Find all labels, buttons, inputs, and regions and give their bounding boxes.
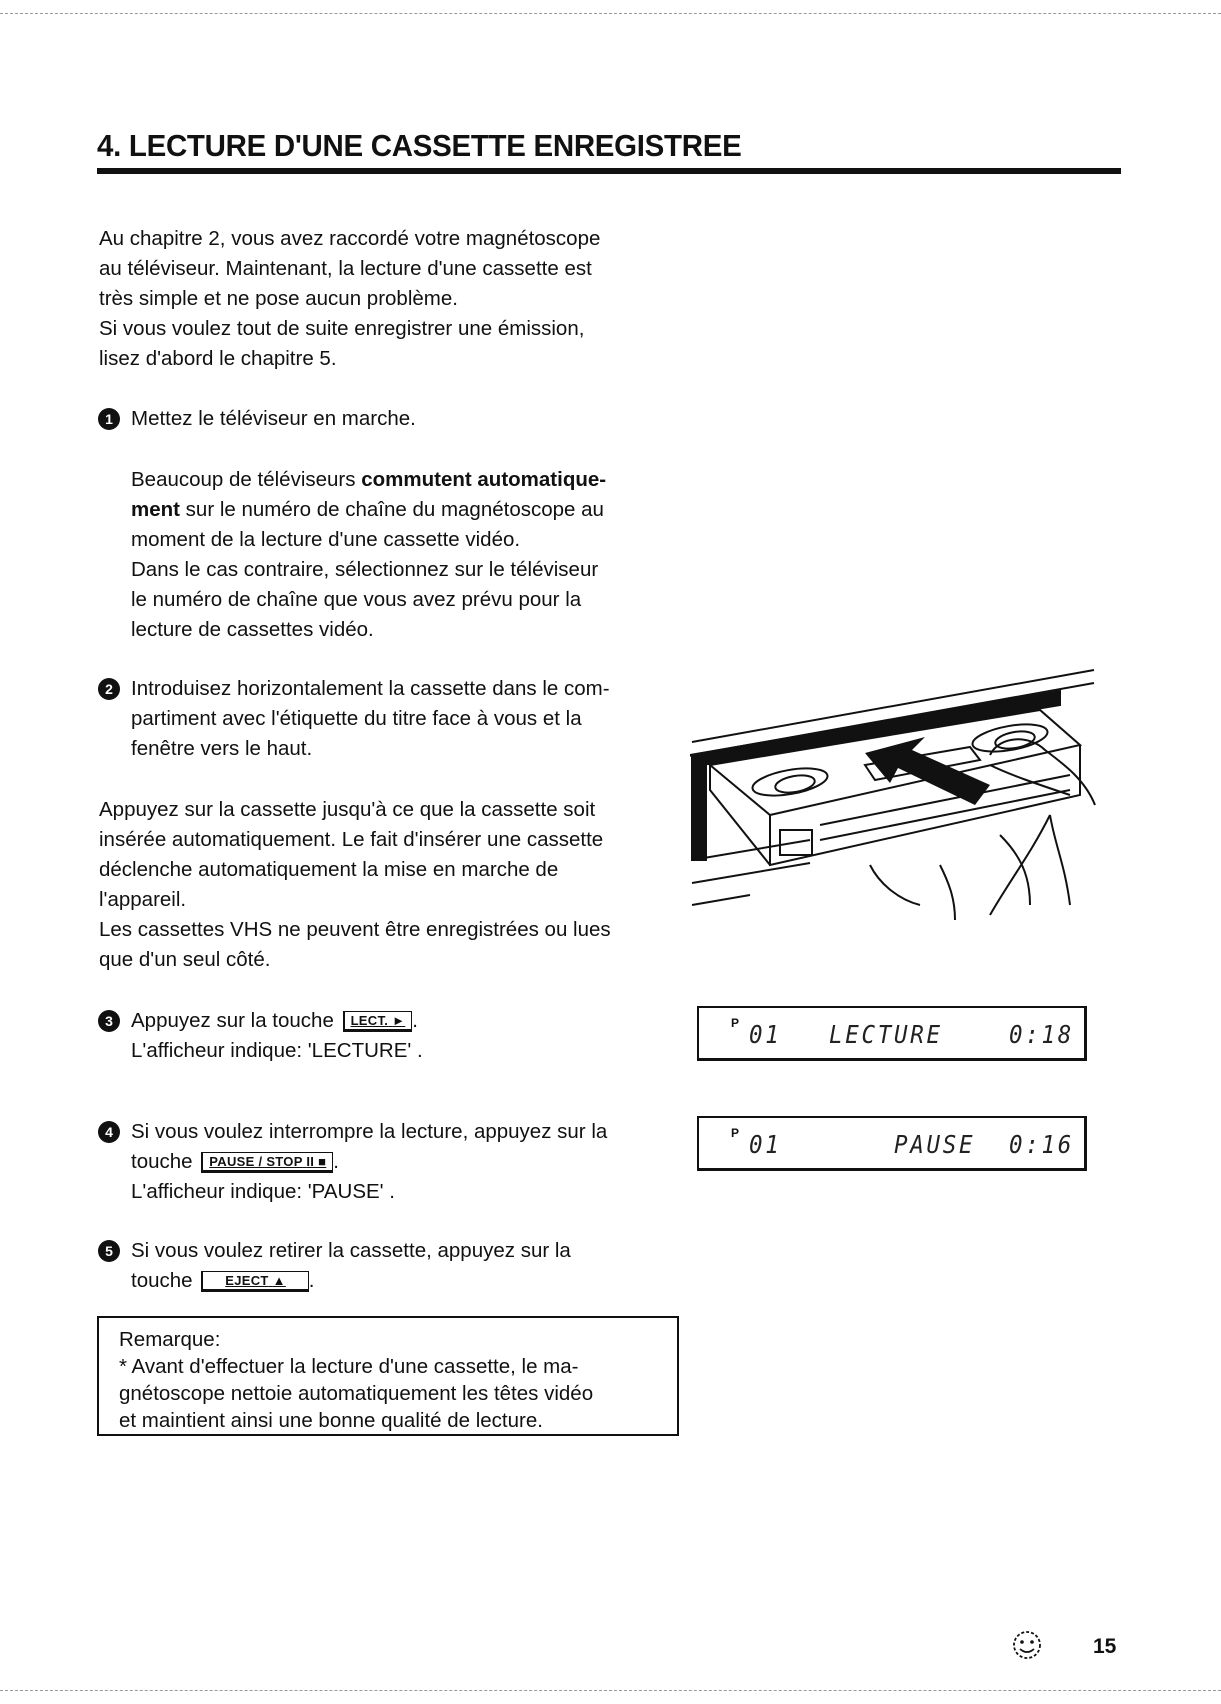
- step-5-bullet: 5: [98, 1240, 120, 1262]
- step-4-line: touche PAUSE / STOP II ■ .: [131, 1150, 339, 1173]
- intro-line: lisez d'abord le chapitre 5.: [99, 347, 337, 370]
- page-number: 15: [1093, 1635, 1117, 1658]
- scan-line-top: [0, 13, 1221, 14]
- intro-line: très simple et ne pose aucun problème.: [99, 287, 458, 310]
- insert-line: déclenche automatiquement la mise en marche de: [99, 858, 559, 881]
- detail-line: le numéro de chaîne que vous avez prévu pour la: [131, 588, 582, 611]
- step-1-bullet: 1: [98, 408, 120, 430]
- note-box: [97, 1316, 679, 1436]
- cassette-insertion-illustration: [690, 665, 1100, 925]
- insert-line: insérée automatiquement. Le fait d'insérer une cassette: [99, 828, 604, 851]
- insert-paragraph: [99, 795, 611, 975]
- display-time: 0:18: [1009, 1020, 1074, 1049]
- intro-line: au téléviseur. Maintenant, la lecture d'une cassette est: [99, 257, 592, 280]
- step-1-detail: [131, 465, 606, 645]
- lect-play-key: LECT. ►: [343, 1011, 413, 1032]
- step-4-text: [131, 1117, 607, 1207]
- detail-line: Beaucoup de téléviseurs commutent automatique-: [131, 468, 607, 491]
- step-2-line: fenêtre vers le haut.: [131, 737, 313, 760]
- pause-stop-key: PAUSE / STOP II ■: [201, 1152, 333, 1173]
- display-lecture: [697, 1006, 1087, 1061]
- intro-line: Au chapitre 2, vous avez raccordé votre magnétoscope: [99, 227, 601, 250]
- step-5-line: Si vous voulez retirer la cassette, appuyez sur la: [131, 1239, 571, 1262]
- step-3-line: Appuyez sur la touche LECT. ► .: [131, 1009, 418, 1032]
- intro-paragraph: [99, 224, 600, 374]
- play-icon: ►: [392, 1013, 406, 1028]
- step-2-text: [131, 674, 610, 764]
- display-label: LECTURE: [829, 1020, 943, 1049]
- page-title: 4. LECTURE D'UNE CASSETTE ENREGISTREE: [97, 128, 742, 163]
- insert-line: Les cassettes VHS ne peuvent être enregistrées ou lues: [99, 918, 611, 941]
- step-3-bullet: 3: [98, 1010, 120, 1032]
- note-content: [119, 1326, 593, 1434]
- note-title: Remarque:: [119, 1328, 221, 1351]
- intro-line: Si vous voulez tout de suite enregistrer une émission,: [99, 317, 585, 340]
- scan-line-bottom: [0, 1690, 1221, 1691]
- eject-key: EJECT ▲: [201, 1271, 309, 1292]
- title-rule: [97, 168, 1121, 174]
- pause-stop-icon: II ■: [306, 1154, 327, 1169]
- step-4-line: L'afficheur indique: 'PAUSE' .: [131, 1180, 395, 1203]
- insert-line: que d'un seul côté.: [99, 948, 271, 971]
- note-line: gnétoscope nettoie automatiquement les têtes vidéo: [119, 1382, 594, 1405]
- step-5-line: touche EJECT ▲ .: [131, 1269, 315, 1292]
- note-line: et maintient ainsi une bonne qualité de lecture.: [119, 1409, 543, 1432]
- step-4-line: Si vous voulez interrompre la lecture, appuyez sur la: [131, 1120, 608, 1143]
- detail-line: moment de la lecture d'une cassette vidéo.: [131, 528, 521, 551]
- note-line: * Avant d'effectuer la lecture d'une cassette, le ma-: [119, 1355, 579, 1378]
- detail-line: lecture de cassettes vidéo.: [131, 618, 374, 641]
- step-2-line: partiment avec l'étiquette du titre face à vous et la: [131, 707, 582, 730]
- eject-icon: ▲: [272, 1273, 286, 1288]
- insert-line: l'appareil.: [99, 888, 187, 911]
- step-1-text: Mettez le téléviseur en marche.: [131, 407, 416, 430]
- step-2-bullet: 2: [98, 678, 120, 700]
- detail-line: ment sur le numéro de chaîne du magnétoscope au: [131, 498, 604, 521]
- display-label: PAUSE: [894, 1130, 976, 1159]
- display-channel: 01: [749, 1130, 782, 1159]
- step-5-text: [131, 1236, 571, 1296]
- display-time: 0:16: [1009, 1130, 1074, 1159]
- detail-line: Dans le cas contraire, sélectionnez sur le téléviseur: [131, 558, 599, 581]
- step-4-bullet: 4: [98, 1121, 120, 1143]
- display-p-label: P: [731, 1016, 740, 1030]
- display-p-label: P: [731, 1126, 740, 1140]
- smiley-icon: [1010, 1628, 1044, 1662]
- display-pause: [697, 1116, 1087, 1171]
- display-channel: 01: [749, 1020, 782, 1049]
- step-3-text: [131, 1006, 423, 1066]
- step-3-line: L'afficheur indique: 'LECTURE' .: [131, 1039, 423, 1062]
- insert-line: Appuyez sur la cassette jusqu'à ce que la cassette soit: [99, 798, 596, 821]
- step-2-line: Introduisez horizontalement la cassette dans le com-: [131, 677, 610, 700]
